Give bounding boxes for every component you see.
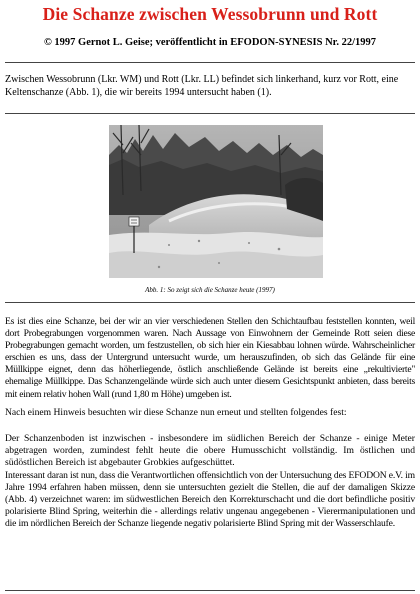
- body-paragraph-3: Der Schanzenboden ist inzwischen - insbesondere im südlichen Bereich der Schanze - einige Meter abgetragen worden, zumindest fehlt heute die obere Humusschicht vollständig. Im östlichen und südöstlichen Bereich ist abgebauter Grobkies aufgeschüttet.: [5, 433, 415, 469]
- body-paragraph-1: Es ist dies eine Schanze, bei der wir an vier verschiedenen Stellen den Schichtaufbau feststellen konnten, weil dort Probegrabungen vorgenommen waren. Nach Aussage von Einwohnern der Gemeinde Rott seien diese Probegrabungen gemacht worden, um festzustellen, ob sich hier ein Kiesabbau lohnen würde. Wahrscheinlicher erschien es uns, dass der Untergrund untersucht wurde, um herauszufinden, ob sich das Gelände für eine Müllkippe eignet, denn das höherliegende, östlich anschließende Gelände ist bereits eine „rekultivierte" ehemalige Müllkippe. Das Schanzengelände würde sich auch unter diesem Gesichtspunkt anbieten, dass bereits mit einem relativ hohen Wall (rund 1,80 m Höhe) umgeben ist.: [5, 316, 415, 400]
- intro-divider: [5, 113, 415, 114]
- footer-divider: [5, 590, 415, 591]
- body-paragraph-4: Interessant daran ist nun, dass die Verantwortlichen offensichtlich von der Untersuchung des EFODON e.V. im Jahre 1994 erfahren haben müssen, denn sie untersuchten gezielt die Stellen, die auf der damaligen Skizze (Abb. 4) verzeichnet waren: im südwestlichen Bereich den Korrekturschacht und die dort befindliche positiv polarisierte Blind Spring, weiterhin die - allerdings relativ ungenau angegebenen - Vierermanipulationen und die im nördlichen Bereich der Schanze liegende negativ polarisierte Blind Spring mit der Wasserschlaufe.: [5, 470, 415, 530]
- intro-paragraph: Zwischen Wessobrunn (Lkr. WM) und Rott (Lkr. LL) befindet sich linkerhand, kurz vor Rott, eine Keltenschanze (Abb. 1), die wir bereits 1994 untersucht haben (1).: [5, 74, 399, 98]
- figure-divider: [5, 302, 415, 303]
- schanze-photo: [109, 125, 323, 278]
- body-paragraph-2: Nach einem Hinweis besuchten wir diese Schanze nun erneut und stellten folgendes fest:: [5, 407, 347, 418]
- page-title: Die Schanze zwischen Wessobrunn und Rott: [42, 4, 378, 24]
- figure-caption: Abb. 1: So zeigt sich die Schanze heute (1997): [145, 286, 275, 294]
- byline: © 1997 Gernot L. Geise; veröffentlicht in EFODON-SYNESIS Nr. 22/1997: [43, 37, 377, 48]
- header-divider: [5, 62, 415, 63]
